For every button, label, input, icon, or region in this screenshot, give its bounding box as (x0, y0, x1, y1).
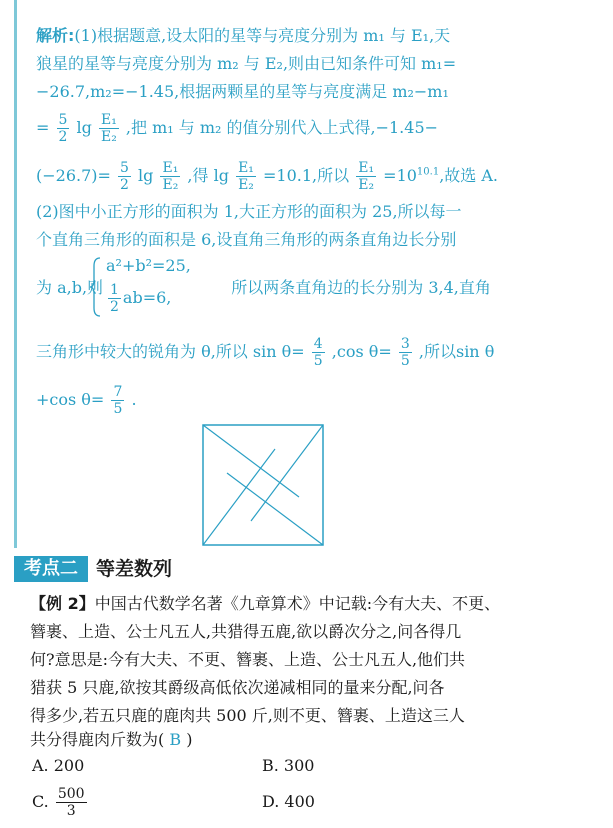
example-line-5: 得多少,若五只鹿的鹿肉共 500 斤,则不更、簪裹、上造这三人 (30, 706, 465, 725)
solution-side-bar (14, 0, 17, 548)
solution-line-5: (−26.7)= $\frac{5}{2}$ lg $\frac{\text{E₁}}{\text{E₂}}$ ,得 lg $\frac{\text{E₁}}{\text{E₂}}$ =10.1,所以 $\frac{\text{E₁}}{\text{E₂}}$ $=10^{10.1}$,故选 A. (36, 160, 499, 193)
solution-line-3: −26.7,m₂=−1.45,根据两颗星的星等与亮度满足 m₂−m₁ (36, 82, 449, 101)
fraction: $\frac{5}{2}$ (120, 160, 129, 193)
solution-line-6: (2)图中小正方形的面积为 1,大正方形的面积为 25,所以每一 (36, 202, 462, 221)
option-b: B. 300 (262, 756, 315, 775)
example-line-2: 簪裹、上造、公士凡五人,共猎得五鹿,欲以爵次分之,问各得几 (30, 622, 462, 641)
solution-line-7: 个直角三角形的面积是 6,设直角三角形的两条直角边长分别 (36, 230, 457, 249)
option-d: D. 400 (262, 792, 315, 811)
solution-label: 解析: (36, 26, 75, 45)
pinwheel-square-figure (202, 424, 324, 546)
solution-line-1: 解析:(1)根据题意,设太阳的星等与亮度分别为 m₁ 与 E₁,天 (36, 26, 451, 45)
fraction: $\frac{500}{3}$ (57, 786, 85, 819)
fraction: $\frac{1}{2}$ (110, 282, 119, 315)
fraction: $\frac{\text{E₁}}{\text{E₂}}$ (100, 112, 117, 145)
answer-choice: B (169, 730, 182, 749)
solution-line-9: 三角形中较大的锐角为 θ,所以 sin θ= $\frac{4}{5}$ ,cos θ= $\frac{3}{5}$ ,所以sin θ (36, 336, 495, 369)
solution-block: 解析:(1)根据题意,设太阳的星等与亮度分别为 m₁ 与 E₁,天 狼星的星等与亮度分别为 m₂ 与 E₂,则由已知条件可知 m₁= −26.7,m₂=−1.45,根据两颗星的星等与亮度满足 m₂−m₁ = $\frac{5}{2}$ lg $\frac{\text{E₁}}{\text{E₂}}$ ,把 m₁ 与 m₂ 的值分别代入上式得,−1.45− (−26.7)= $\frac{5}{2}$ lg $\frac{\text{E₁}}{\text{E₂}}$ ,得 lg $\frac{\text{E₁}}{\text{E₂}}$ =10.1,所以 $\frac{\text{E₁}}{\text{E₂}}$ $=10^{10.1}$,故选 A. (2)图中小正方形的面积为 1,大正方形的面积为 25,所以每一 个直角三角形的面积是 6,设直角三角形的两条直角边长分别 为 a,b,则 所以两条直角边的长分别为 3,4,直角 a²+b²=25, $\frac{1}{2}$ ab=6, 三角形中较大的锐角为 θ,所以 sin θ= $\frac{4}{5}$ ,cos θ= $\frac{3}{5}$ ,所以sin θ +cos θ= $\frac{7}{5}$ . (14, 0, 604, 548)
solution-line-4: = $\frac{5}{2}$ lg $\frac{\text{E₁}}{\text{E₂}}$ ,把 m₁ 与 m₂ 的值分别代入上式得,−1.45− (36, 112, 439, 145)
fraction: $\frac{3}{5}$ (400, 336, 410, 369)
solution-line-8: 为 a,b,则 所以两条直角边的长分别为 3,4,直角 (36, 278, 491, 297)
fraction: $\frac{\text{E₁}}{\text{E₂}}$ (358, 160, 375, 193)
solution-line-2: 狼星的星等与亮度分别为 m₂ 与 E₂,则由已知条件可知 m₁= (36, 54, 457, 73)
example-line-6: 共分得鹿肉斤数为( B ) (30, 730, 193, 749)
example-line-1: 【例 2】中国古代数学名著《九章算术》中记载:今有大夫、不更、 (30, 594, 501, 613)
fraction: $\frac{\text{E₁}}{\text{E₂}}$ (238, 160, 254, 193)
option-a: A. 200 (32, 756, 85, 775)
brace-icon (90, 256, 102, 318)
example-line-4: 猎获 5 只鹿,欲按其爵级高低依次递减相同的量来分配,问各 (30, 678, 445, 697)
solution-line-10: +cos θ= $\frac{7}{5}$ . (36, 384, 137, 417)
example-label: 【例 2】 (30, 594, 95, 613)
example-line-3: 何?意思是:今有大夫、不更、簪裹、上造、公士凡五人,他们共 (30, 650, 466, 669)
fraction: $\frac{7}{5}$ (113, 384, 123, 417)
fraction: $\frac{4}{5}$ (313, 336, 323, 369)
section-title: 等差数列 (96, 558, 173, 580)
fraction: $\frac{5}{2}$ (58, 112, 68, 145)
fraction: $\frac{\text{E₁}}{\text{E₂}}$ (162, 160, 179, 193)
option-c: C. $\frac{500}{3}$ (32, 786, 85, 819)
section-tag: 考点二 (14, 556, 88, 582)
section-header (14, 556, 604, 582)
